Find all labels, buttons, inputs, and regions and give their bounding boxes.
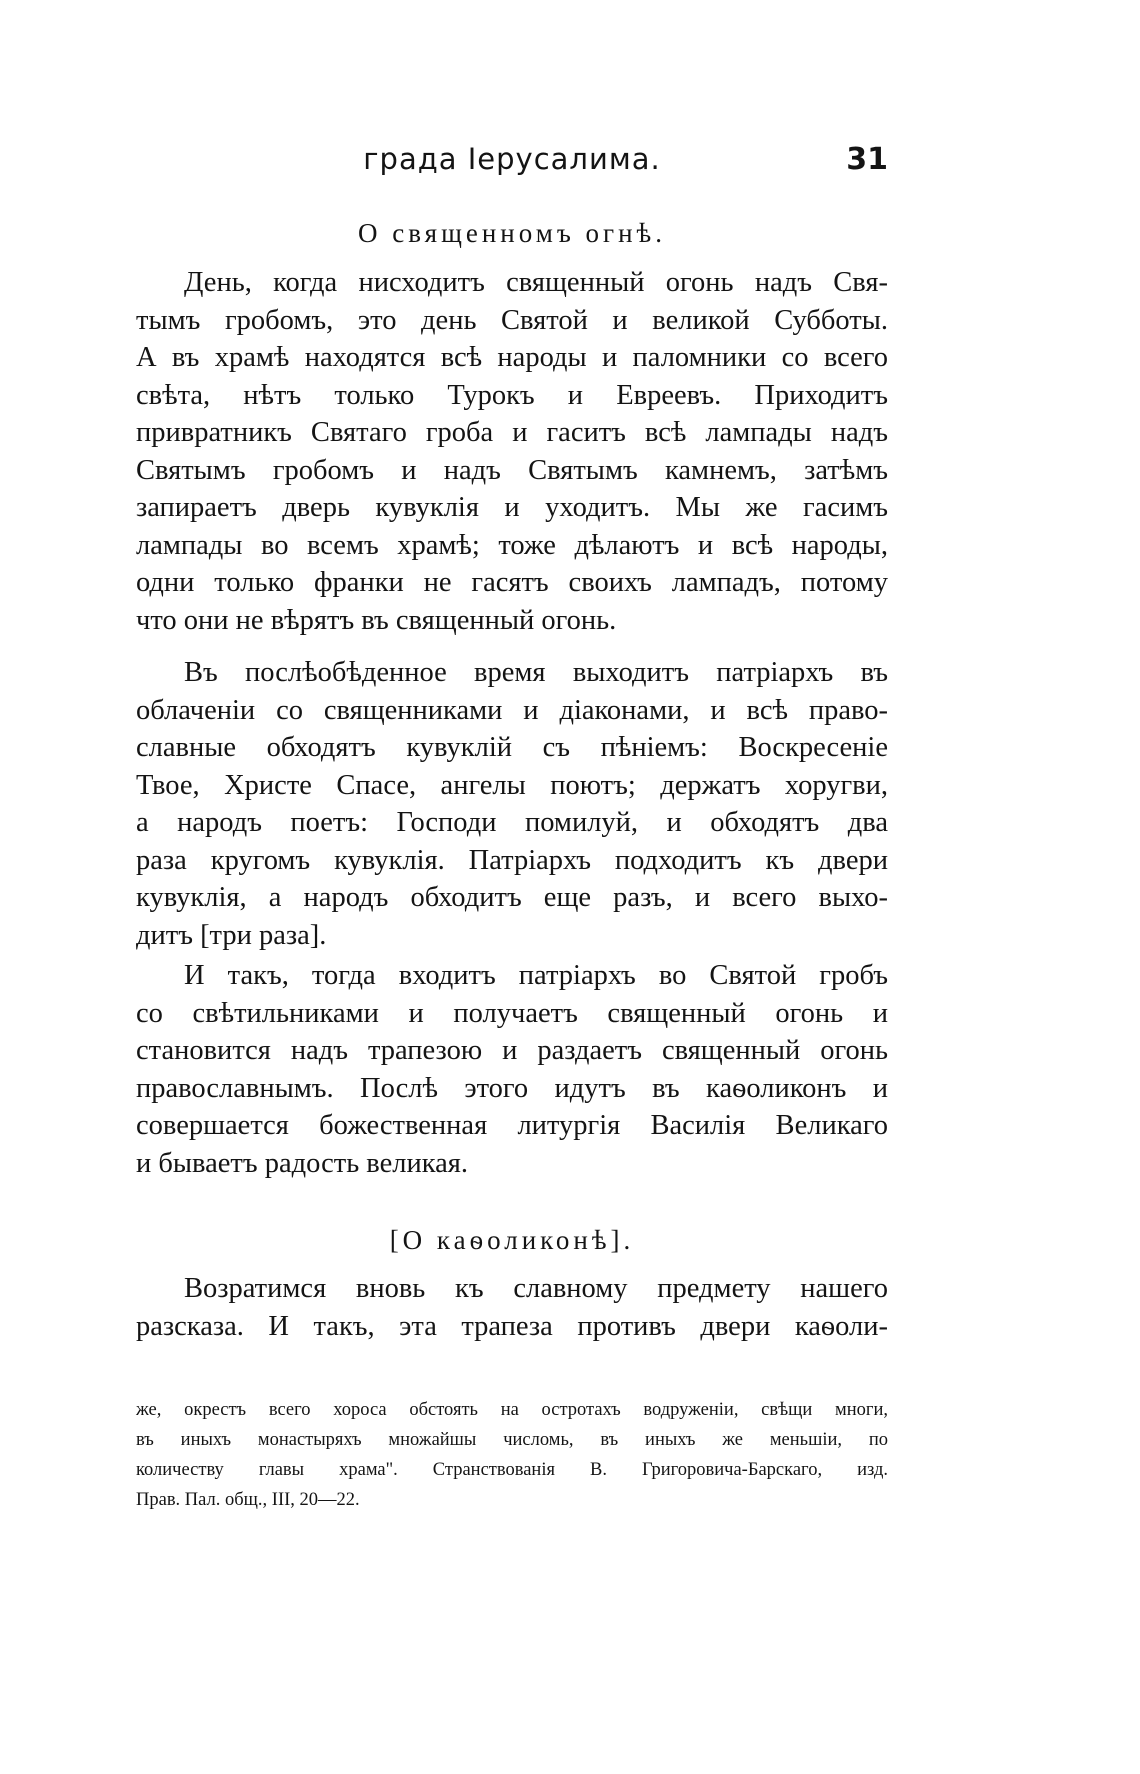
text-line: свѣта, нѣтъ только Турокъ и Евреевъ. Приходитъ bbox=[136, 379, 888, 411]
running-title: града Іерусалима. bbox=[363, 142, 661, 176]
text-line: Твое, Христе Спасе, ангелы поютъ; держатъ хоругви, bbox=[136, 769, 888, 801]
text-line: кувуклія, а народъ обходитъ еще разъ, и всего выхо- bbox=[136, 882, 888, 913]
text-line: А въ храмѣ находятся всѣ народы и паломники со всего bbox=[136, 342, 888, 373]
section-heading-sacred-fire: О священномъ огнѣ. bbox=[358, 218, 666, 248]
paragraph bbox=[136, 654, 888, 954]
text-line: раза кругомъ кувуклія. Патріархъ подходитъ къ двери bbox=[136, 844, 888, 876]
text-line: Въ послѣобѣденное время выходитъ патріархъ въ bbox=[184, 657, 888, 688]
text-line: что они не вѣрятъ въ священный огонь. bbox=[136, 604, 617, 636]
text-line: привратникъ Святаго гроба и гаситъ всѣ лампады надъ bbox=[136, 417, 888, 448]
footnote-line: же, окрестъ всего хороса обстоять на остротахъ водруженіи, свѣщи многи, bbox=[136, 1400, 888, 1420]
text-line: разсказа. И такъ, эта трапеза противъ двери каѳоли- bbox=[136, 1310, 888, 1342]
text-line: запираетъ дверь кувуклія и уходитъ. Мы же гасимъ bbox=[136, 492, 888, 523]
text-line: становится надъ трапезою и раздаетъ священный огонь bbox=[136, 1035, 888, 1066]
text-line: И такъ, тогда входитъ патріархъ во Святой гробъ bbox=[184, 960, 888, 991]
text-line: со свѣтильниками и получаетъ священный огонь и bbox=[136, 997, 888, 1029]
text-line: дитъ [три раза]. bbox=[136, 919, 327, 951]
text-line: а народъ поетъ: Господи помилуй, и обходятъ два bbox=[136, 807, 888, 838]
footnote bbox=[136, 1395, 888, 1515]
paragraph bbox=[136, 264, 888, 639]
footnote-line: Прав. Пал. общ., III, 20—22. bbox=[136, 1490, 360, 1510]
text-line: совершается божественная литургія Василія Великаго bbox=[136, 1110, 888, 1141]
running-head bbox=[136, 142, 888, 182]
text-line: Святымъ гробомъ и надъ Святымъ камнемъ, затѣмъ bbox=[136, 454, 888, 486]
paragraph bbox=[136, 1270, 888, 1345]
text-line: День, когда нисходитъ священный огонь надъ Свя- bbox=[184, 267, 888, 298]
page-number: 31 bbox=[846, 142, 888, 177]
text-line: Возратимся вновь къ славному предмету нашего bbox=[184, 1273, 888, 1304]
paragraph bbox=[136, 957, 888, 1182]
footnote-line: количеству главы храма". Странствованія В. Григоровича-Барскаго, изд. bbox=[136, 1460, 888, 1480]
text-line: лампады во всемъ храмѣ; тоже дѣлаютъ и всѣ народы, bbox=[136, 529, 888, 561]
footnote-line: въ иныхъ монастыряхъ множайшы числомь, въ иныхъ же меньшіи, по bbox=[136, 1430, 888, 1450]
text-line: тымъ гробомъ, это день Святой и великой Субботы. bbox=[136, 304, 888, 336]
section-heading-katholikon: [О каѳоликонѣ]. bbox=[389, 1225, 635, 1255]
text-line: одни только франки не гасятъ своихъ лампадъ, потому bbox=[136, 567, 888, 598]
text-line: облаченіи со священниками и діаконами, и всѣ право- bbox=[136, 694, 888, 726]
text-line: православнымъ. Послѣ этого идутъ въ каѳоликонъ и bbox=[136, 1072, 888, 1104]
text-line: и бываетъ радость великая. bbox=[136, 1147, 469, 1179]
text-line: славные обходятъ кувуклій съ пѣніемъ: Воскресеніе bbox=[136, 732, 888, 763]
